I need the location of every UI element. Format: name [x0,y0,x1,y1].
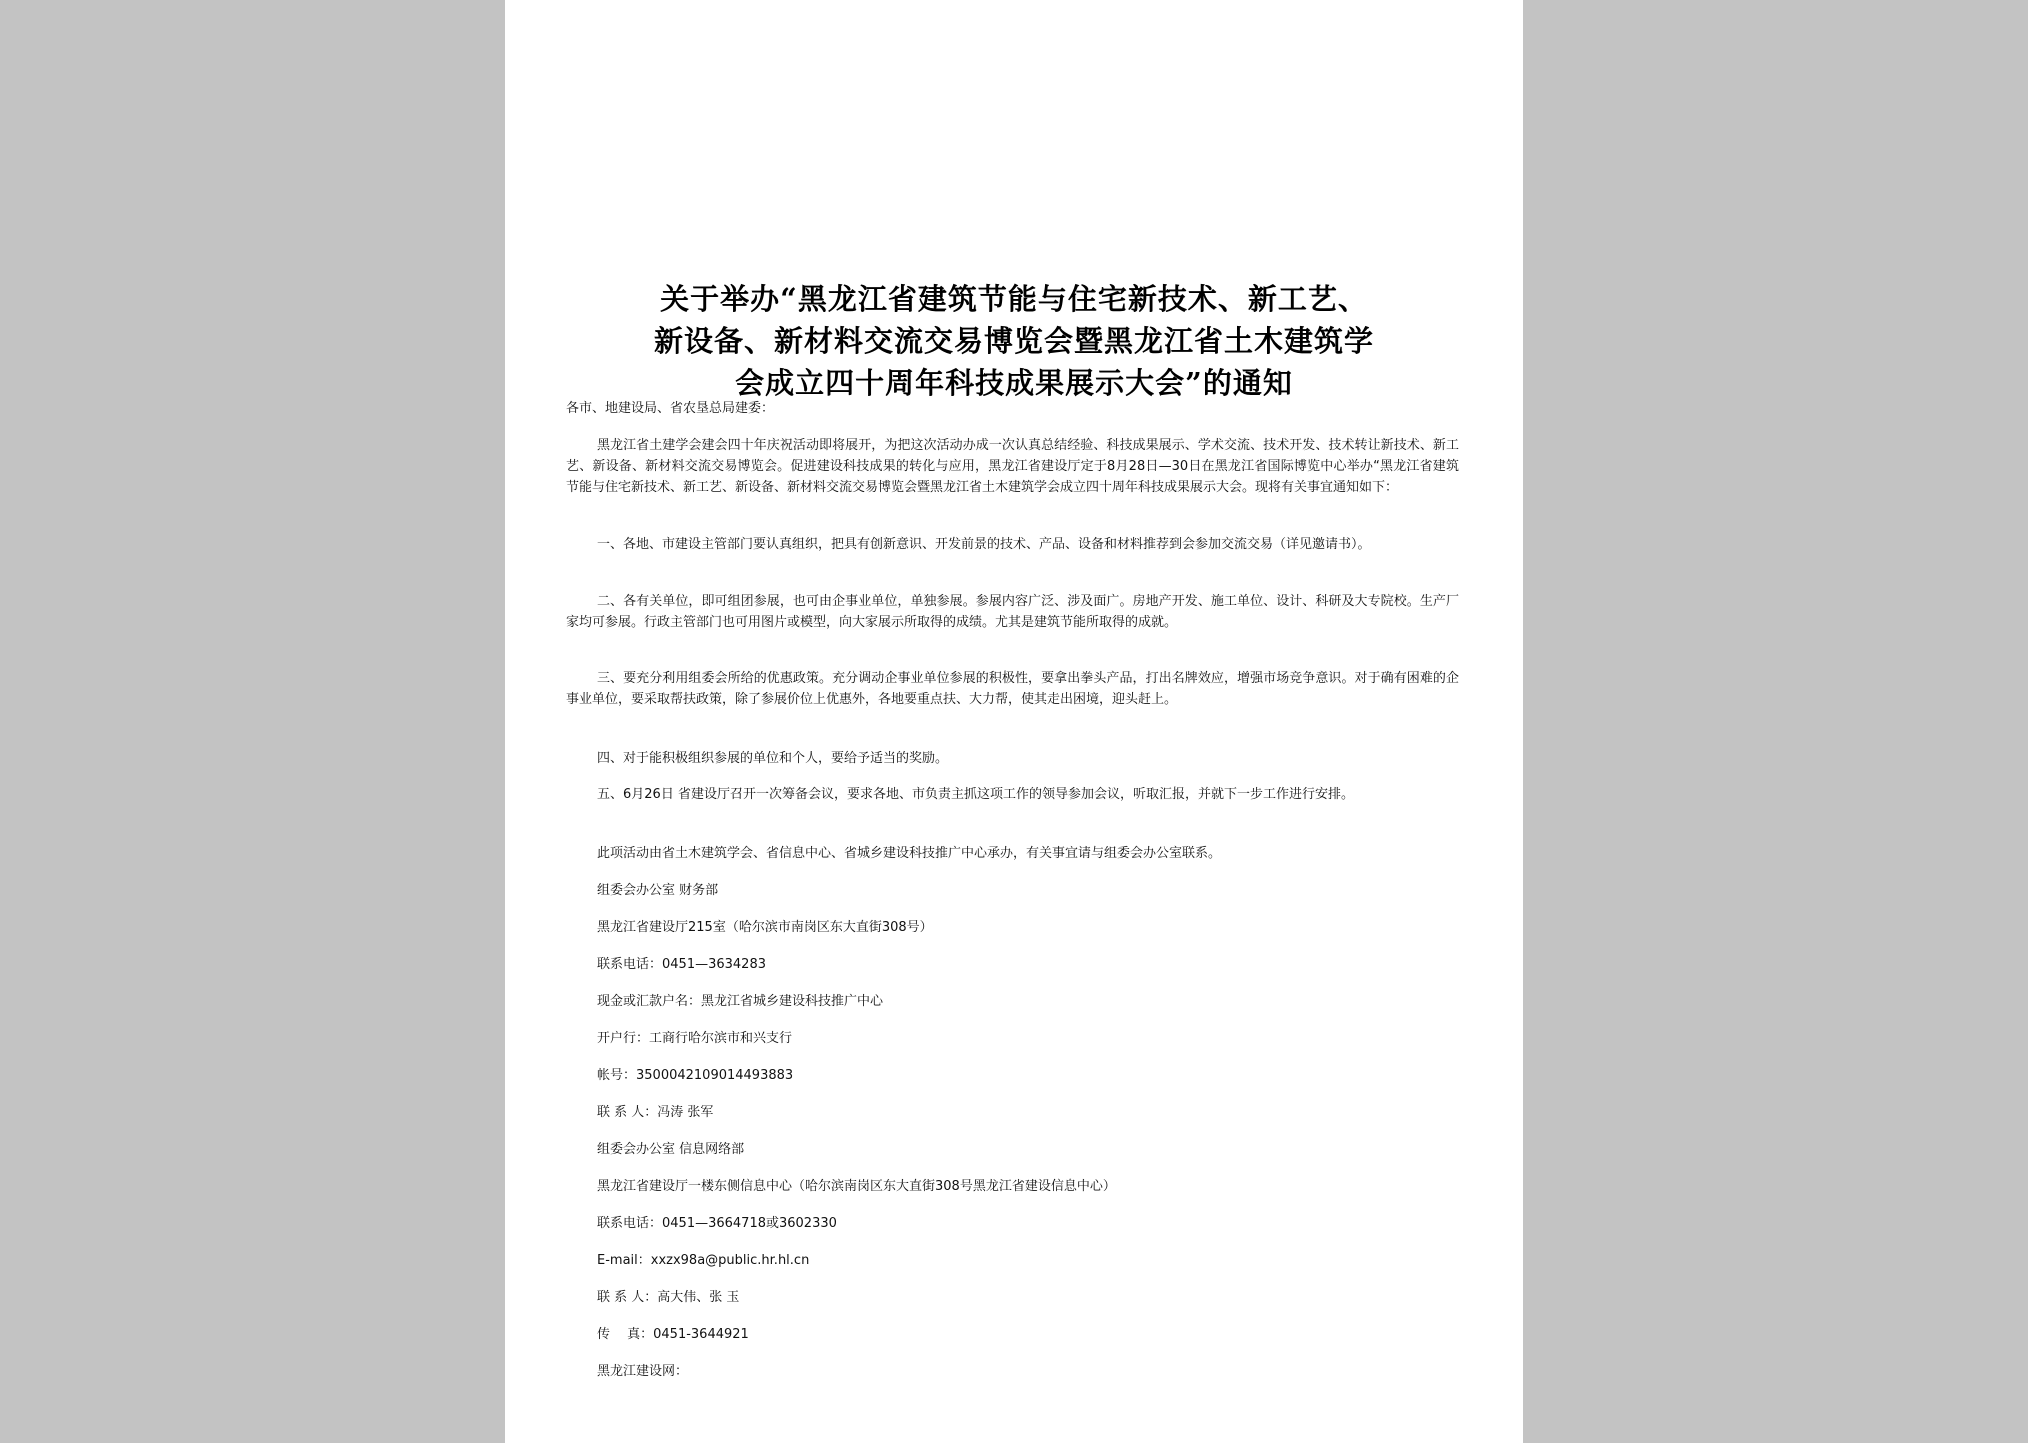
page-title [547,278,1481,404]
paragraph-item-5: 五、6月26日 省建设厅召开一次筹备会议，要求各地、市负责主抓这项工作的领导参加会议，听取汇报，并就下一步工作进行安排。 [597,787,1354,802]
title-line-2: 新设备、新材料交流交易博览会暨黑龙江省土木建筑学 [653,324,1374,358]
paragraph-item-4: 四、对于能积极组织参展的单位和个人，要给予适当的奖励。 [597,751,949,766]
paragraph-item-3: 三、要充分利用组委会所给的优惠政策。充分调动企事业单位参展的积极性，要拿出拳头产品，打出名牌效应，增强市场竞争意识。对于确有困难的企事业单位，要采取帮扶政策，除了参展价位上优惠外，各地要重点扶、大力帮，使其走出困境，迎头赶上。 [566,671,1459,707]
paragraph-item-2: 二、各有关单位，即可组团参展，也可由企事业单位，单独参展。参展内容广泛、涉及面广。房地产开发、施工单位、设计、科研及大专院校。生产厂家均可参展。行政主管部门也可用图片或模型，向大家展示所取得的成绩。尤其是建筑节能所取得的成就。 [566,594,1459,630]
contact-email: E-mail：xxzx98a@public.hr.hl.cn [597,1253,810,1268]
title-line-3: 会成立四十周年科技成果展示大会”的通知 [735,366,1293,400]
contact-account-name: 现金或汇款户名：黑龙江省城乡建设科技推广中心 [597,994,884,1009]
contact-office-finance: 组委会办公室 财务部 [597,883,719,898]
paragraph-item-1: 一、各地、市建设主管部门要认真组织，把具有创新意识、开发前景的技术、产品、设备和材料推荐到会参加交流交易（详见邀请书）。 [597,537,1371,552]
document-page [505,0,1523,1443]
title-line-1: 关于举办“黑龙江省建筑节能与住宅新技术、新工艺、 [660,282,1368,316]
paragraph-intro: 黑龙江省土建学会建会四十年庆祝活动即将展开，为把这次活动办成一次认真总结经验、科技成果展示、学术交流、技术开发、技术转让新技术、新工艺、新设备、新材料交流交易博览会。促进建设科技成果的转化与应用，黑龙江省建设厅定于8月28日—30日在黑龙江省国际博览中心举办“黑龙江省建筑节能与住宅新技术、新工艺、新设备、新材料交流交易博览会暨黑龙江省土木建筑学会成立四十周年科技成果展示大会。现将有关事宜通知如下： [566,438,1459,495]
contact-phone-1: 联系电话：0451—3634283 [597,957,766,972]
contact-address-2: 黑龙江省建设厅一楼东侧信息中心（哈尔滨南岗区东大直街308号黑龙江省建设信息中心） [597,1179,1116,1194]
salutation: 各市、地建设局、省农垦总局建委： [566,401,775,416]
contact-phone-2: 联系电话：0451—3664718或3602330 [597,1216,837,1231]
contact-address-1: 黑龙江省建设厅215室（哈尔滨市南岗区东大直街308号） [597,920,933,935]
contact-person-1: 联 系 人：冯涛 张军 [597,1105,714,1120]
contact-office-network: 组委会办公室 信息网络部 [597,1142,745,1157]
contact-website: 黑龙江建设网： [597,1364,689,1379]
contact-person-2: 联 系 人：高大伟、张 玉 [597,1290,740,1305]
contact-account-number: 帐号：3500042109014493883 [597,1068,794,1083]
contact-fax: 传 真：0451-3644921 [597,1327,749,1342]
paragraph-closing: 此项活动由省土木建筑学会、省信息中心、省城乡建设科技推广中心承办，有关事宜请与组委会办公室联系。 [597,846,1222,861]
contact-bank: 开户行：工商行哈尔滨市和兴支行 [597,1031,793,1046]
